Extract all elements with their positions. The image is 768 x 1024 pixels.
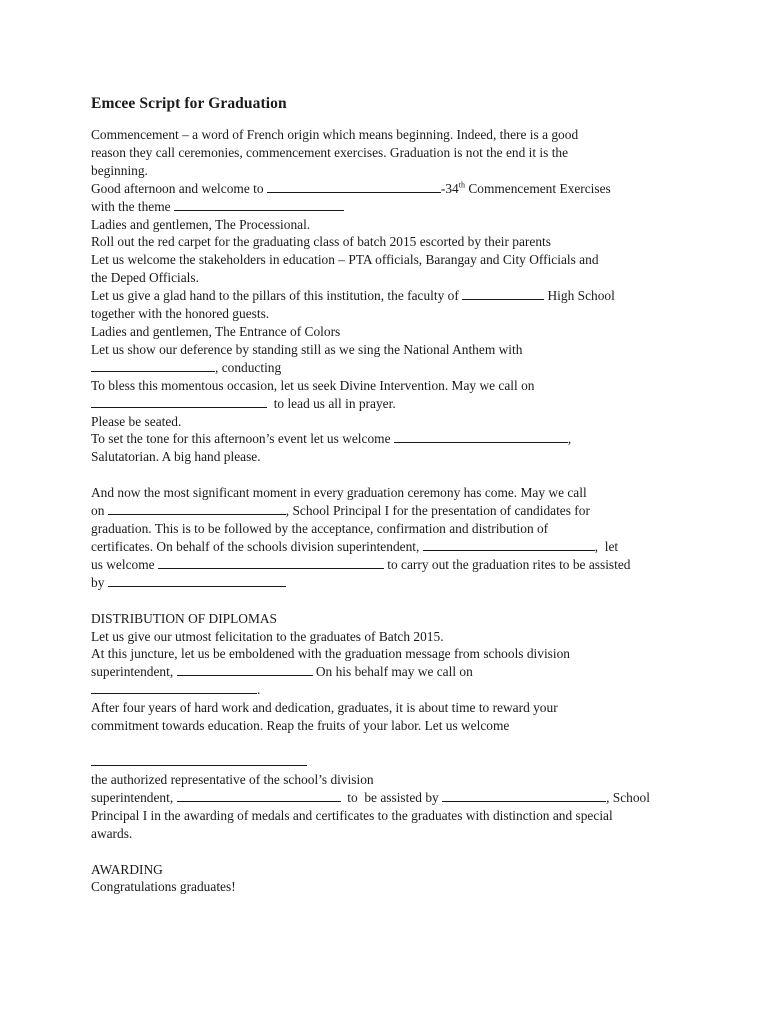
line-text: Commencement Exercises	[464, 180, 611, 196]
line-text: Commencement – a word of French origin which means beginning. Indeed, there is a good	[91, 127, 579, 142]
line-text: the Deped Officials.	[91, 270, 199, 286]
line-text: to carry out the graduation rites to be assisted	[383, 556, 631, 572]
script-line	[91, 807, 691, 825]
line-text: the authorized representative of the school’s division	[91, 771, 374, 787]
line-text: graduation. This is to be followed by the acceptance, confirmation and distribution of	[91, 521, 549, 537]
script-line	[91, 287, 691, 305]
script-line	[91, 323, 691, 341]
script-line	[91, 717, 691, 735]
script-line	[91, 699, 691, 717]
line-text: awards.	[91, 825, 133, 841]
line-text: , School Principal I for the presentation of candidates for	[285, 503, 590, 519]
script-line	[91, 430, 691, 448]
line-text: On his behalf may we call on	[312, 664, 473, 680]
script-line	[91, 180, 691, 198]
line-text: by	[91, 574, 108, 590]
fill-in-blank	[394, 430, 568, 443]
line-text: At this juncture, let us be emboldened with the graduation message from schools division	[91, 646, 570, 662]
line-text: Please be seated.	[91, 413, 182, 429]
line-text: Principal I in the awarding of medals and certificates to the graduates with distinction and special	[91, 807, 613, 823]
fill-in-blank	[91, 753, 307, 766]
script-line	[91, 502, 691, 520]
line-text: , let	[594, 538, 619, 554]
script-line	[91, 269, 691, 287]
fill-in-blank	[91, 681, 257, 694]
line-text: Let us welcome the stakeholders in education – PTA officials, Barangay and City Officials and	[91, 252, 599, 268]
fill-in-blank	[91, 395, 267, 408]
line-text: to lead us all in prayer.	[267, 395, 396, 411]
line-text: reason they call ceremonies, commencement exercises. Graduation is not the end it is the	[91, 144, 569, 160]
fill-in-blank	[174, 198, 344, 211]
line-text: superintendent,	[91, 664, 177, 680]
line-text: Salutatorian. A big hand please.	[91, 449, 261, 465]
line-text: Let us give our utmost felicitation to the graduates of Batch 2015.	[91, 628, 444, 644]
line-text: to be assisted by	[340, 789, 443, 805]
line-text: us welcome	[91, 556, 158, 572]
line-text: with the theme	[91, 198, 174, 214]
script-line	[91, 753, 691, 771]
ordinal-superscript: th	[458, 180, 465, 190]
line-text: ,	[567, 431, 572, 447]
script-line	[91, 825, 691, 843]
script-line	[91, 574, 691, 592]
line-text: superintendent,	[91, 789, 177, 805]
script-line	[91, 663, 691, 681]
line-text: High School	[544, 288, 615, 304]
script-line	[91, 233, 691, 251]
script-line	[91, 377, 691, 395]
script-line	[91, 861, 691, 879]
script-line	[91, 126, 691, 144]
document-title: Emcee Script for Graduation	[91, 95, 287, 112]
line-text: Ladies and gentlemen, The Processional.	[91, 216, 311, 232]
script-line	[91, 538, 691, 556]
line-text: commitment towards education. Reap the fruits of your labor. Let us welcome	[91, 718, 510, 734]
line-text: Let us show our deference by standing still as we sing the National Anthem with	[91, 341, 523, 357]
line-text: beginning.	[91, 162, 148, 178]
paragraph-gap	[91, 592, 691, 610]
script-line	[91, 305, 691, 323]
fill-in-blank	[108, 502, 286, 515]
script-line	[91, 251, 691, 269]
fill-in-blank	[442, 789, 606, 802]
line-text: Roll out the red carpet for the graduating class of batch 2015 escorted by their parents	[91, 234, 551, 250]
line-text: To set the tone for this afternoon’s event let us welcome	[91, 431, 394, 447]
paragraph-gap	[91, 735, 691, 753]
line-text: AWARDING	[91, 861, 163, 877]
script-line	[91, 771, 691, 789]
script-line	[91, 520, 691, 538]
script-line	[91, 395, 691, 413]
line-text: together with the honored guests.	[91, 306, 270, 322]
line-text: , conducting	[215, 359, 282, 375]
script-line	[91, 198, 691, 216]
script-line	[91, 341, 691, 359]
line-text: Good afternoon and welcome to	[91, 180, 267, 196]
line-text: certificates. On behalf of the schools division superintendent,	[91, 538, 423, 554]
fill-in-blank	[267, 180, 441, 193]
line-text: DISTRIBUTION OF DIPLOMAS	[91, 610, 277, 626]
script-line	[91, 556, 691, 574]
fill-in-blank	[423, 538, 595, 551]
line-text: Let us give a glad hand to the pillars of this institution, the faculty of	[91, 288, 463, 304]
line-text: And now the most significant moment in every graduation ceremony has come. May we call	[91, 485, 587, 501]
fill-in-blank	[177, 663, 313, 676]
script-line	[91, 628, 691, 646]
line-text: .	[257, 682, 261, 698]
script-line	[91, 789, 691, 807]
line-text: Ladies and gentlemen, The Entrance of Colors	[91, 323, 341, 339]
paragraph-gap	[91, 843, 691, 861]
script-line	[91, 413, 691, 431]
line-text: After four years of hard work and dedication, graduates, it is about time to reward your	[91, 700, 558, 716]
script-line	[91, 359, 691, 377]
script-line	[91, 216, 691, 234]
fill-in-blank	[177, 789, 341, 802]
document-body	[91, 94, 691, 896]
script-line	[91, 878, 691, 896]
script-line	[91, 448, 691, 466]
fill-in-blank	[108, 574, 286, 587]
script-line	[91, 484, 691, 502]
line-text: on	[91, 503, 108, 519]
script-line	[91, 645, 691, 663]
line-text: -34	[440, 180, 459, 196]
paragraph-gap	[91, 466, 691, 484]
fill-in-blank	[91, 359, 215, 372]
script-line	[91, 144, 691, 162]
script-line	[91, 681, 691, 699]
script-text	[91, 126, 691, 896]
line-text: , School	[606, 789, 650, 805]
line-text: To bless this momentous occasion, let us seek Divine Intervention. May we call on	[91, 377, 535, 393]
line-text: Congratulations graduates!	[91, 879, 236, 895]
fill-in-blank	[158, 556, 384, 569]
script-line	[91, 162, 691, 180]
fill-in-blank	[462, 287, 544, 300]
script-line	[91, 610, 691, 628]
